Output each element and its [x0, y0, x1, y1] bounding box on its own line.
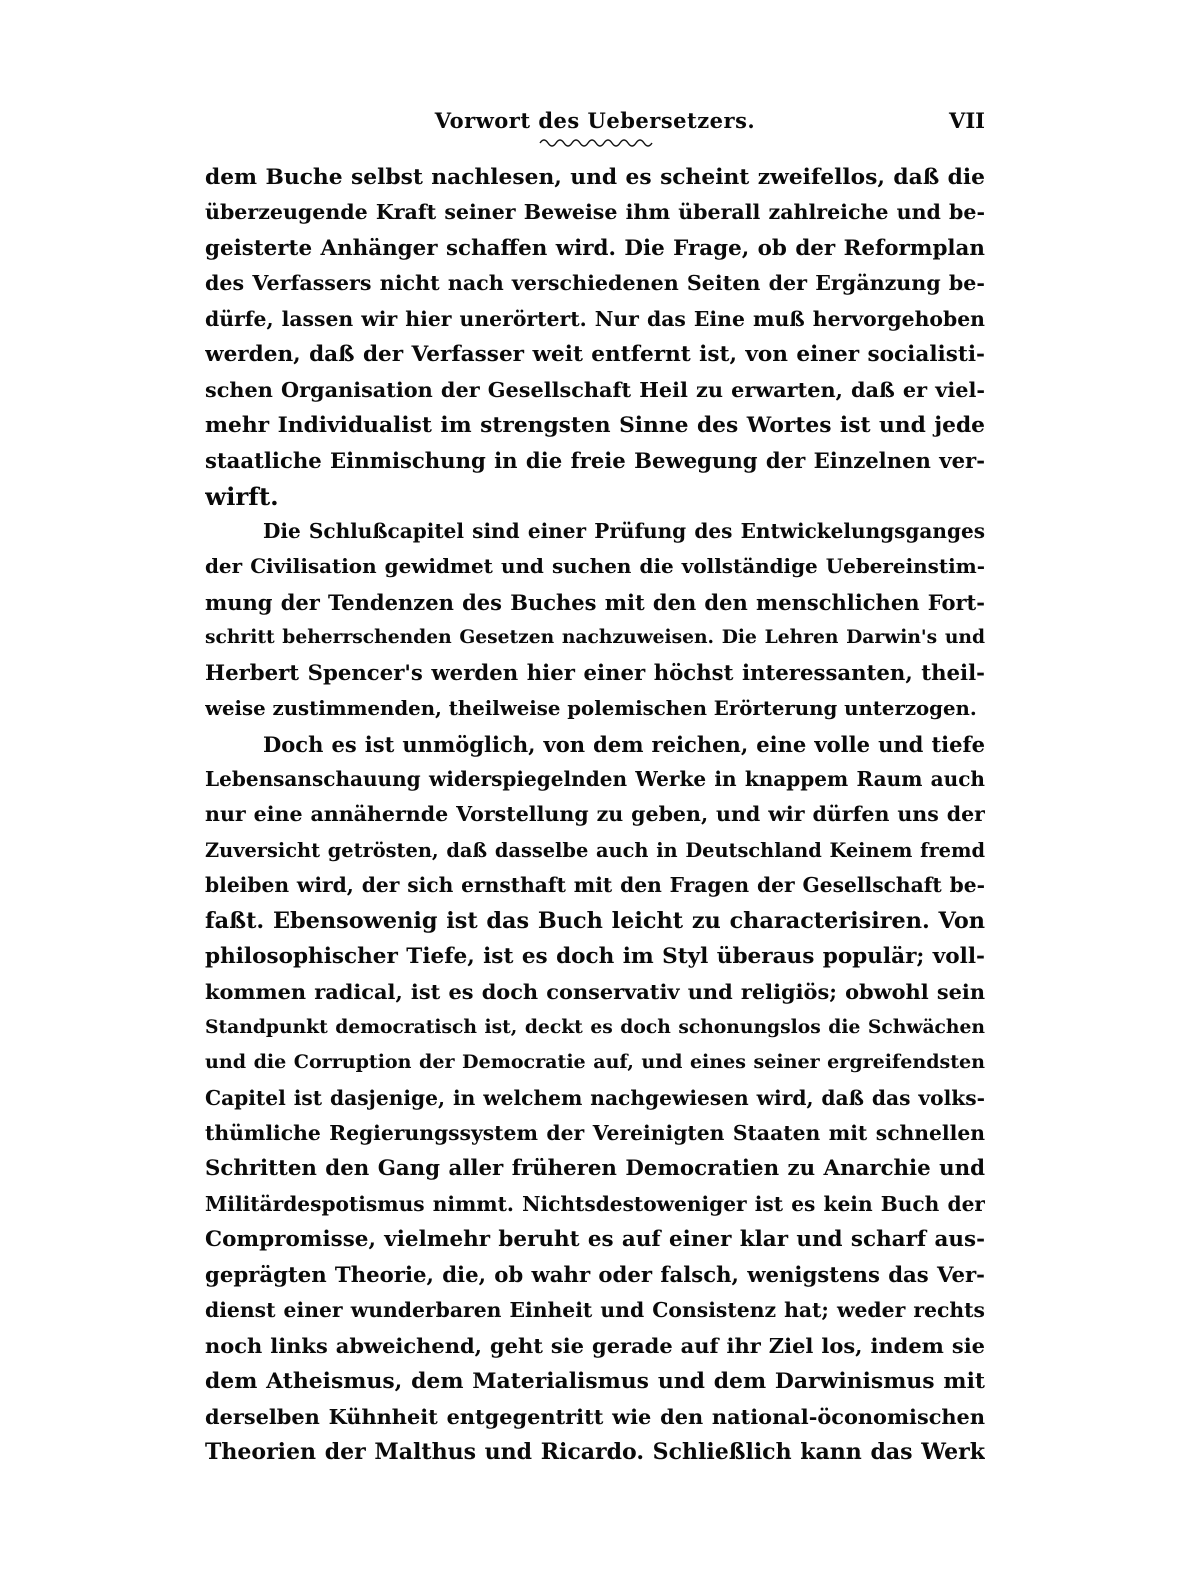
- text-line: wirft.: [205, 481, 279, 511]
- paragraph-2: [205, 514, 985, 726]
- text-line: Theorien der Malthus und Ricardo. Schließlich kann das Werk: [205, 1438, 985, 1465]
- text-line: schritt beherrschenden Gesetzen nachzuweisen. Die Lehren Darwin's und: [205, 626, 985, 649]
- text-line: dürfe, lassen wir hier unerörtert. Nur das Eine muß hervorgehoben: [205, 306, 985, 331]
- text-line: Schritten den Gang aller früheren Democratien zu Anarchie und: [205, 1156, 985, 1182]
- text-line: philosophischer Tiefe, ist es doch im Styl überaus populär; voll-: [205, 943, 985, 969]
- text-line: dem Atheismus, dem Materialismus und dem Darwinismus mit: [205, 1367, 985, 1394]
- text-line: noch links abweichend, geht sie gerade auf ihr Ziel los, indem sie: [205, 1333, 985, 1359]
- text-line: mung der Tendenzen des Buches mit den den menschlichen Fort-: [205, 589, 985, 615]
- text-line: werden, daß der Verfasser weit entfernt ist, von einer socialisti-: [205, 342, 985, 368]
- text-line: geprägten Theorie, die, ob wahr oder falsch, wenigstens das Ver-: [205, 1262, 985, 1288]
- text-line: weise zustimmenden, theilweise polemischen Erörterung unterzogen.: [205, 696, 977, 721]
- text-line: Militärdespotismus nimmt. Nichtsdestoweniger ist es kein Buch der: [205, 1191, 985, 1216]
- text-line: Standpunkt democratisch ist, deckt es doch schonungslos die Schwächen: [205, 1015, 985, 1038]
- text-line: Herbert Spencer's werden hier einer höchst interessanten, theil-: [205, 660, 985, 686]
- text-line: Doch es ist unmöglich, von dem reichen, eine volle und tiefe: [263, 731, 985, 757]
- text-line: dem Buche selbst nachlesen, und es scheint zweifellos, daß die: [205, 165, 985, 190]
- text-line: Zuversicht getrösten, daß dasselbe auch in Deutschland Keinem fremd: [205, 838, 985, 862]
- text-line: des Verfassers nicht nach verschiedenen Seiten der Ergänzung be-: [205, 271, 985, 296]
- text-line: mehr Individualist im strengsten Sinne des Wortes ist und jede: [205, 412, 985, 438]
- paragraph-3: [205, 727, 985, 1471]
- text-line: Compromisse, vielmehr beruht es auf einer klar und scharf aus-: [205, 1227, 985, 1253]
- text-line: Capitel ist dasjenige, in welchem nachgewiesen wird, daß das volks-: [205, 1085, 985, 1110]
- text-line: derselben Kühnheit entgegentritt wie den national-öconomischen: [205, 1404, 985, 1430]
- text-line: kommen radical, ist es doch conservativ und religiös; obwohl sein: [205, 979, 985, 1005]
- text-line: nur eine annähernde Vorstellung zu geben, und wir dürfen uns der: [205, 802, 985, 827]
- text-line: Die Schlußcapitel sind einer Prüfung des Entwickelungsganges: [263, 519, 985, 544]
- text-line: bleiben wird, der sich ernsthaft mit den Fragen der Gesellschaft be-: [205, 873, 985, 898]
- header-ornament: [538, 134, 658, 148]
- text-line: und die Corruption der Democratie auf, und eines seiner ergreifendsten: [205, 1051, 985, 1074]
- text-line: überzeugende Kraft seiner Beweise ihm überall zahlreiche und be-: [205, 200, 985, 225]
- text-line: geisterte Anhänger schaffen wird. Die Frage, ob der Reformplan: [205, 235, 985, 261]
- text-line: Lebensanschauung widerspiegelnden Werke in knappem Raum auch: [205, 766, 985, 791]
- body-text: [205, 160, 985, 1470]
- text-line: thümliche Regierungssystem der Vereinigten Staaten mit schnellen: [205, 1120, 985, 1145]
- text-line: staatliche Einmischung in die freie Bewegung der Einzelnen ver-: [205, 448, 985, 474]
- text-line: faßt. Ebensowenig ist das Buch leicht zu characterisiren. Von: [205, 907, 985, 934]
- running-title: Vorwort des Uebersetzers.: [434, 108, 756, 133]
- paragraph-1: [205, 160, 985, 514]
- page-number: VII: [949, 108, 985, 133]
- text-line: der Civilisation gewidmet und suchen die vollständige Uebereinstim-: [205, 554, 985, 579]
- text-line: dienst einer wunderbaren Einheit und Consistenz hat; weder rechts: [205, 1298, 985, 1322]
- text-line: schen Organisation der Gesellschaft Heil zu erwarten, daß er viel-: [205, 377, 985, 403]
